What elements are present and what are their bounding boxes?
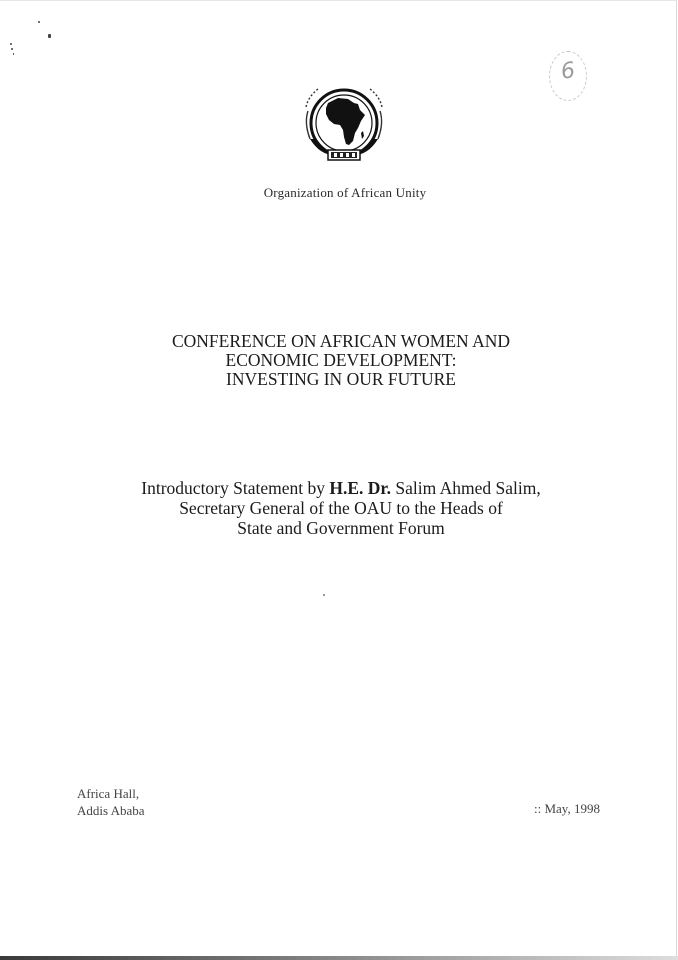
- location-line-2: Addis Ababa: [77, 803, 145, 818]
- organization-name: Organization of African Unity: [263, 185, 427, 200]
- document-date: :: May, 1998: [534, 801, 600, 816]
- scan-speck: [11, 48, 13, 50]
- conference-title: [0, 332, 678, 389]
- conference-title-line-2: ECONOMIC DEVELOPMENT:: [225, 350, 457, 370]
- statement-line-1-rest: Salim Ahmed Salim,: [390, 478, 541, 498]
- location-line-1: Africa Hall,: [77, 786, 140, 801]
- scan-artifact-marks: [0, 1, 80, 71]
- statement-line-3: State and Government Forum: [237, 518, 445, 538]
- statement-line-1-bold: H.E. Dr.: [329, 478, 391, 498]
- statement-line-1: [0, 478, 678, 498]
- scan-speck: [323, 594, 325, 596]
- scan-bottom-edge: [0, 956, 678, 960]
- introductory-statement: [0, 478, 678, 538]
- conference-title-line-1: CONFERENCE ON AFRICAN WOMEN AND: [171, 331, 511, 351]
- handwritten-page-number: 6: [559, 58, 577, 85]
- oau-emblem-icon: [298, 81, 390, 171]
- location: [77, 785, 145, 819]
- statement-line-1-normal: Introductory Statement by: [141, 478, 330, 498]
- scan-speck: [48, 34, 51, 38]
- scan-speck: [10, 43, 12, 45]
- scan-speck: [38, 21, 40, 23]
- statement-line-2: Secretary General of the OAU to the Heads of: [179, 498, 503, 518]
- conference-title-line-3: INVESTING IN OUR FUTURE: [226, 369, 456, 389]
- scan-speck: [13, 53, 14, 55]
